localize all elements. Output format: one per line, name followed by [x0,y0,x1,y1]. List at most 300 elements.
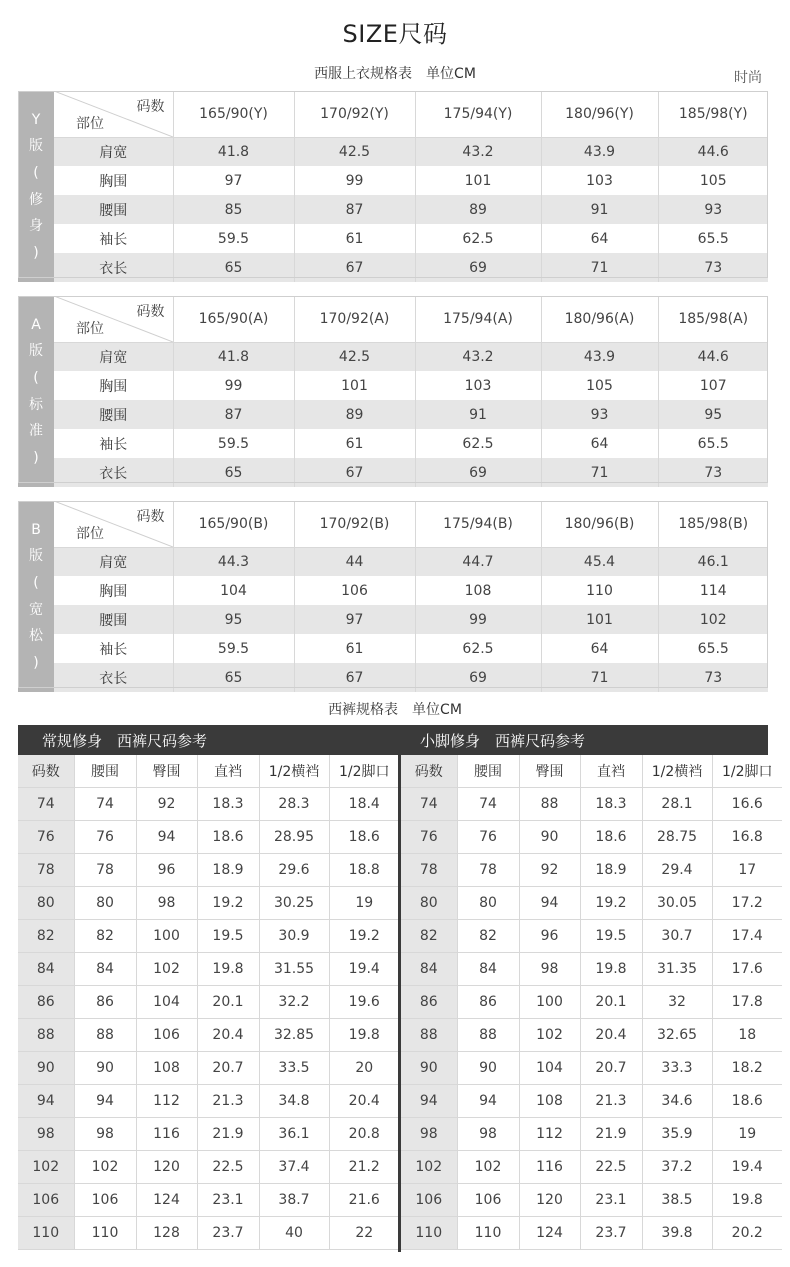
column-header: 直裆 [580,755,642,787]
measurement-value: 64 [541,634,658,663]
measurement-value: 97 [294,605,415,634]
measurement-value: 105 [699,172,727,189]
measurement-value: 96 [136,853,197,886]
size-column-header: 185/98(A) [658,296,768,342]
column-header: 臀围 [519,755,580,787]
measurement-value: 22.5 [580,1150,642,1183]
measurement-value: 120 [136,1150,197,1183]
measurement-label: 胸围 [54,166,173,195]
fit-type-char: Y [31,111,41,128]
table-row [18,458,768,487]
measurement-value: 20.4 [197,1018,259,1051]
measurement-value: 62.5 [415,634,541,663]
measurement-value: 98 [136,886,197,919]
measurement-value: 19.2 [329,919,399,952]
measurement-value: 82 [457,919,519,952]
fit-type-char: 宽 [29,601,43,618]
size-code-cell: 94 [18,1084,74,1117]
fit-type-char: 版 [29,138,43,155]
table-row [18,1084,399,1117]
corner-header [54,296,173,342]
measurement-value: 32.65 [642,1018,712,1051]
measurement-value: 61 [294,634,415,663]
measurement-label: 腰围 [54,400,173,429]
measurement-value: 67 [294,458,415,487]
measurement-value: 86 [457,985,519,1018]
corner-part-label: 部位 [76,525,104,542]
measurement-value: 19 [329,886,399,919]
slim-fit-pants-table [401,755,782,1250]
measurement-value: 88 [519,787,580,820]
size-code-cell: 102 [18,1150,74,1183]
measurement-value: 101 [541,605,658,634]
measurement-value: 40 [259,1216,329,1249]
measurement-value: 94 [519,886,580,919]
measurement-value: 103 [541,166,658,195]
column-header: 1/2脚口 [712,755,782,787]
column-header: 1/2横裆 [259,755,329,787]
size-column-header: 185/98(B) [658,501,768,547]
fit-type-char: ) [33,244,39,261]
measurement-value: 128 [136,1216,197,1249]
measurement-value: 18.6 [712,1084,782,1117]
measurement-value: 62.5 [415,429,541,458]
measurement-value: 104 [136,985,197,1018]
measurement-value: 65.5 [697,435,729,452]
measurement-value: 99 [415,605,541,634]
pants-banner [18,725,768,755]
measurement-value: 73 [658,663,768,692]
measurement-value: 44 [294,547,415,576]
measurement-value: 80 [457,886,519,919]
measurement-value: 76 [457,820,519,853]
measurement-value: 103 [415,371,541,400]
measurement-value: 17.4 [712,919,782,952]
fit-type-char: ( [33,574,39,591]
size-code-cell: 94 [401,1084,457,1117]
table-row [401,820,782,853]
table-row [18,787,399,820]
measurement-value: 102 [136,952,197,985]
measurement-value: 102 [658,605,768,634]
measurement-value: 98 [519,952,580,985]
size-column-header: 165/90(B) [173,501,294,547]
measurement-value: 59.5 [173,429,294,458]
size-code-cell: 84 [401,952,457,985]
measurement-value: 20.2 [712,1216,782,1249]
measurement-value: 19.2 [580,886,642,919]
measurement-value: 18.9 [197,853,259,886]
measurement-value: 20.7 [580,1051,642,1084]
fit-type-char: ( [33,369,39,386]
measurement-value: 28.95 [259,820,329,853]
table-row [18,985,399,1018]
measurement-value: 16.8 [712,820,782,853]
measurement-value: 92 [519,853,580,886]
measurement-value: 89 [415,195,541,224]
measurement-value: 30.05 [642,886,712,919]
size-column-header: 180/96(B) [541,501,658,547]
measurement-value: 99 [294,166,415,195]
size-code-cell: 98 [18,1117,74,1150]
size-code-cell: 80 [18,886,74,919]
measurement-value: 21.9 [197,1117,259,1150]
measurement-value: 18.3 [197,787,259,820]
table-row [18,137,768,166]
measurement-value: 80 [74,886,136,919]
table-row [401,952,782,985]
measurement-label: 衣长 [54,663,173,692]
measurement-value: 41.8 [173,342,294,371]
measurement-value: 44.3 [173,547,294,576]
corner-part-label: 部位 [76,115,104,132]
measurement-value: 87 [173,400,294,429]
table-row [401,1084,782,1117]
table-row [401,787,782,820]
measurement-value: 90 [74,1051,136,1084]
measurement-value: 16.6 [712,787,782,820]
size-code-cell: 86 [401,985,457,1018]
corner-size-label: 码数 [136,304,165,320]
measurement-value: 43.2 [415,137,541,166]
table-row [18,224,768,253]
measurement-value: 29.6 [259,853,329,886]
measurement-value: 19.5 [197,919,259,952]
fit-type-char: 版 [29,343,43,360]
fit-type-char: 身 [29,218,43,235]
measurement-value: 31.35 [642,952,712,985]
measurement-value: 82 [74,919,136,952]
measurement-value: 19.4 [712,1150,782,1183]
measurement-value: 65.5 [697,230,729,247]
measurement-value: 101 [415,166,541,195]
measurement-value: 18.6 [197,820,259,853]
measurement-label: 肩宽 [54,137,173,166]
fit-type-label [18,501,54,692]
measurement-value: 93 [658,195,768,224]
measurement-value: 33.5 [259,1051,329,1084]
table-row [401,919,782,952]
table-row [401,1183,782,1216]
table-row [401,1150,782,1183]
fit-type-char: B [31,521,41,538]
fit-type-char: 准 [29,423,43,440]
measurement-value: 22 [329,1216,399,1249]
measurement-label: 胸围 [54,371,173,400]
measurement-value: 18.8 [329,853,399,886]
column-header: 腰围 [457,755,519,787]
fit-type-char: ) [33,654,39,671]
measurement-value: 23.1 [197,1183,259,1216]
size-column-header: 165/90(A) [173,296,294,342]
size-column-header: 170/92(A) [294,296,415,342]
size-code-cell: 76 [401,820,457,853]
measurement-value: 23.1 [580,1183,642,1216]
measurement-value: 104 [519,1051,580,1084]
measurement-value: 20.1 [197,985,259,1018]
measurement-value: 59.5 [173,634,294,663]
measurement-value: 32.2 [259,985,329,1018]
measurement-value: 29.4 [642,853,712,886]
measurement-label: 腰围 [54,195,173,224]
measurement-value: 95 [658,400,768,429]
fit-type-char: 修 [29,191,43,208]
measurement-value: 22.5 [197,1150,259,1183]
measurement-value: 76 [74,820,136,853]
pants-table-title: 西裤规格表 单位CM [328,702,462,718]
table-row [18,429,768,458]
table-row [18,1117,399,1150]
size-column-header: 175/94(B) [415,501,541,547]
fit-type-char: ( [33,164,39,181]
measurement-value: 94 [136,820,197,853]
measurement-value: 21.3 [580,1084,642,1117]
measurement-value: 28.3 [259,787,329,820]
measurement-value: 30.9 [259,919,329,952]
measurement-value: 110 [74,1216,136,1249]
size-column-header: 170/92(Y) [294,91,415,137]
size-column-header: 180/96(Y) [541,91,658,137]
size-code-cell: 82 [18,919,74,952]
table-row [401,1117,782,1150]
measurement-value: 88 [457,1018,519,1051]
size-column-header: 175/94(Y) [415,91,541,137]
measurement-value: 19 [712,1117,782,1150]
jacket-size-table [18,296,768,487]
measurement-value: 19.8 [329,1018,399,1051]
measurement-value: 106 [294,576,415,605]
size-column-header: 170/92(B) [294,501,415,547]
measurement-value: 38.7 [259,1183,329,1216]
measurement-value: 112 [136,1084,197,1117]
measurement-value: 100 [136,919,197,952]
measurement-value: 112 [519,1117,580,1150]
measurement-value: 38.5 [642,1183,712,1216]
measurement-value: 19.2 [197,886,259,919]
measurement-value: 98 [457,1117,519,1150]
size-code-cell: 82 [401,919,457,952]
measurement-value: 19.8 [580,952,642,985]
table-row [18,1018,399,1051]
size-code-cell: 74 [401,787,457,820]
measurement-value: 65 [173,253,294,282]
fit-type-char: A [31,316,41,333]
measurement-value: 44.6 [658,137,768,166]
measurement-value: 19.8 [712,1183,782,1216]
measurement-value: 18.3 [580,787,642,820]
measurement-value: 20 [329,1051,399,1084]
measurement-value: 87 [294,195,415,224]
measurement-value: 61 [294,429,415,458]
table-row [401,1216,782,1249]
measurement-value: 19.4 [329,952,399,985]
measurement-value: 65 [173,458,294,487]
column-header: 码数 [18,755,74,787]
measurement-value: 95 [173,605,294,634]
measurement-value: 62.5 [415,224,541,253]
measurement-value: 102 [519,1018,580,1051]
table-row [18,634,768,663]
measurement-value: 31.55 [259,952,329,985]
measurement-value: 18.6 [580,820,642,853]
measurement-value: 37.4 [259,1150,329,1183]
measurement-value: 71 [541,253,658,282]
column-header: 码数 [401,755,457,787]
measurement-value: 17.2 [712,886,782,919]
measurement-value: 20.4 [329,1084,399,1117]
table-row [18,1051,399,1084]
measurement-value: 88 [74,1018,136,1051]
corner-size-label: 码数 [136,99,165,115]
size-code-cell: 106 [18,1183,74,1216]
measurement-value: 84 [74,952,136,985]
size-code-cell: 110 [401,1216,457,1249]
corner-header [54,91,173,137]
measurement-value: 21.2 [329,1150,399,1183]
corner-size-label: 码数 [136,509,165,525]
measurement-value: 17.6 [712,952,782,985]
column-header: 1/2横裆 [642,755,712,787]
measurement-value: 73 [658,253,768,282]
table-row [401,1018,782,1051]
size-column-header: 180/96(A) [541,296,658,342]
table-row [18,919,399,952]
measurement-value: 28.1 [642,787,712,820]
fit-type-label [18,91,54,282]
measurement-value: 19.8 [197,952,259,985]
measurement-value: 67 [294,663,415,692]
corner-header [54,501,173,547]
page-title: SIZE尺码 [342,20,448,48]
measurement-value: 17.8 [712,985,782,1018]
measurement-value: 21.3 [197,1084,259,1117]
measurement-value: 96 [519,919,580,952]
fit-type-char: 松 [29,628,43,645]
table-row [401,853,782,886]
measurement-value: 18 [712,1018,782,1051]
measurement-value: 120 [519,1183,580,1216]
measurement-value: 43.2 [415,342,541,371]
fit-type-char: 版 [29,548,43,565]
table-row [401,985,782,1018]
column-header: 臀围 [136,755,197,787]
measurement-value: 32 [642,985,712,1018]
size-column-header: 175/94(A) [415,296,541,342]
measurement-value: 89 [294,400,415,429]
measurement-label: 衣长 [54,458,173,487]
measurement-value: 23.7 [580,1216,642,1249]
size-code-cell: 84 [18,952,74,985]
size-code-cell: 102 [401,1150,457,1183]
measurement-value: 18.4 [329,787,399,820]
corner-part-label: 部位 [76,320,104,337]
measurement-value: 21.9 [580,1117,642,1150]
measurement-value: 43.9 [541,137,658,166]
size-code-cell: 98 [401,1117,457,1150]
measurement-value: 102 [457,1150,519,1183]
measurement-value: 36.1 [259,1117,329,1150]
size-code-cell: 110 [18,1216,74,1249]
measurement-value: 65.5 [697,640,729,657]
table-row [18,342,768,371]
fit-type-label [18,296,54,487]
size-code-cell: 86 [18,985,74,1018]
suit-table-title: 西服上衣规格表 单位CM [314,66,476,82]
fit-type-char: 标 [29,396,43,413]
measurement-value: 30.7 [642,919,712,952]
table-row [18,371,768,400]
measurement-value: 20.1 [580,985,642,1018]
pants-banner-left: 常规修身 西裤尺码参考 [42,732,208,750]
measurement-value: 114 [699,582,727,599]
measurement-value: 71 [541,458,658,487]
measurement-value: 34.6 [642,1084,712,1117]
measurement-label: 胸围 [54,576,173,605]
measurement-value: 86 [74,985,136,1018]
measurement-value: 105 [541,371,658,400]
measurement-value: 106 [136,1018,197,1051]
size-code-cell: 78 [18,853,74,886]
measurement-value: 94 [74,1084,136,1117]
size-code-cell: 88 [401,1018,457,1051]
measurement-value: 85 [173,195,294,224]
column-header: 直裆 [197,755,259,787]
measurement-value: 17 [712,853,782,886]
table-row [18,166,768,195]
measurement-value: 67 [294,253,415,282]
measurement-value: 42.5 [294,342,415,371]
measurement-value: 110 [541,576,658,605]
table-row [18,195,768,224]
measurement-value: 71 [541,663,658,692]
size-code-cell: 90 [401,1051,457,1084]
measurement-value: 74 [74,787,136,820]
measurement-value: 30.25 [259,886,329,919]
measurement-value: 44.6 [658,342,768,371]
measurement-label: 肩宽 [54,547,173,576]
table-row [18,547,768,576]
measurement-value: 106 [457,1183,519,1216]
column-header: 1/2脚口 [329,755,399,787]
measurement-value: 110 [457,1216,519,1249]
table-row [18,400,768,429]
measurement-value: 100 [519,985,580,1018]
measurement-label: 袖长 [54,429,173,458]
table-row [18,853,399,886]
measurement-value: 18.6 [329,820,399,853]
size-column-header: 165/90(Y) [173,91,294,137]
measurement-label: 腰围 [54,605,173,634]
jacket-size-table [18,501,768,692]
measurement-value: 108 [415,576,541,605]
table-row [401,1051,782,1084]
measurement-value: 34.8 [259,1084,329,1117]
fit-type-char: ) [33,449,39,466]
measurement-value: 20.7 [197,1051,259,1084]
size-code-cell: 106 [401,1183,457,1216]
column-header: 腰围 [74,755,136,787]
measurement-value: 116 [519,1150,580,1183]
size-code-cell: 90 [18,1051,74,1084]
measurement-value: 97 [173,166,294,195]
measurement-value: 108 [136,1051,197,1084]
measurement-value: 19.5 [580,919,642,952]
measurement-value: 99 [173,371,294,400]
measurement-value: 32.85 [259,1018,329,1051]
pants-divider [398,725,401,1252]
measurement-value: 116 [136,1117,197,1150]
size-code-cell: 88 [18,1018,74,1051]
